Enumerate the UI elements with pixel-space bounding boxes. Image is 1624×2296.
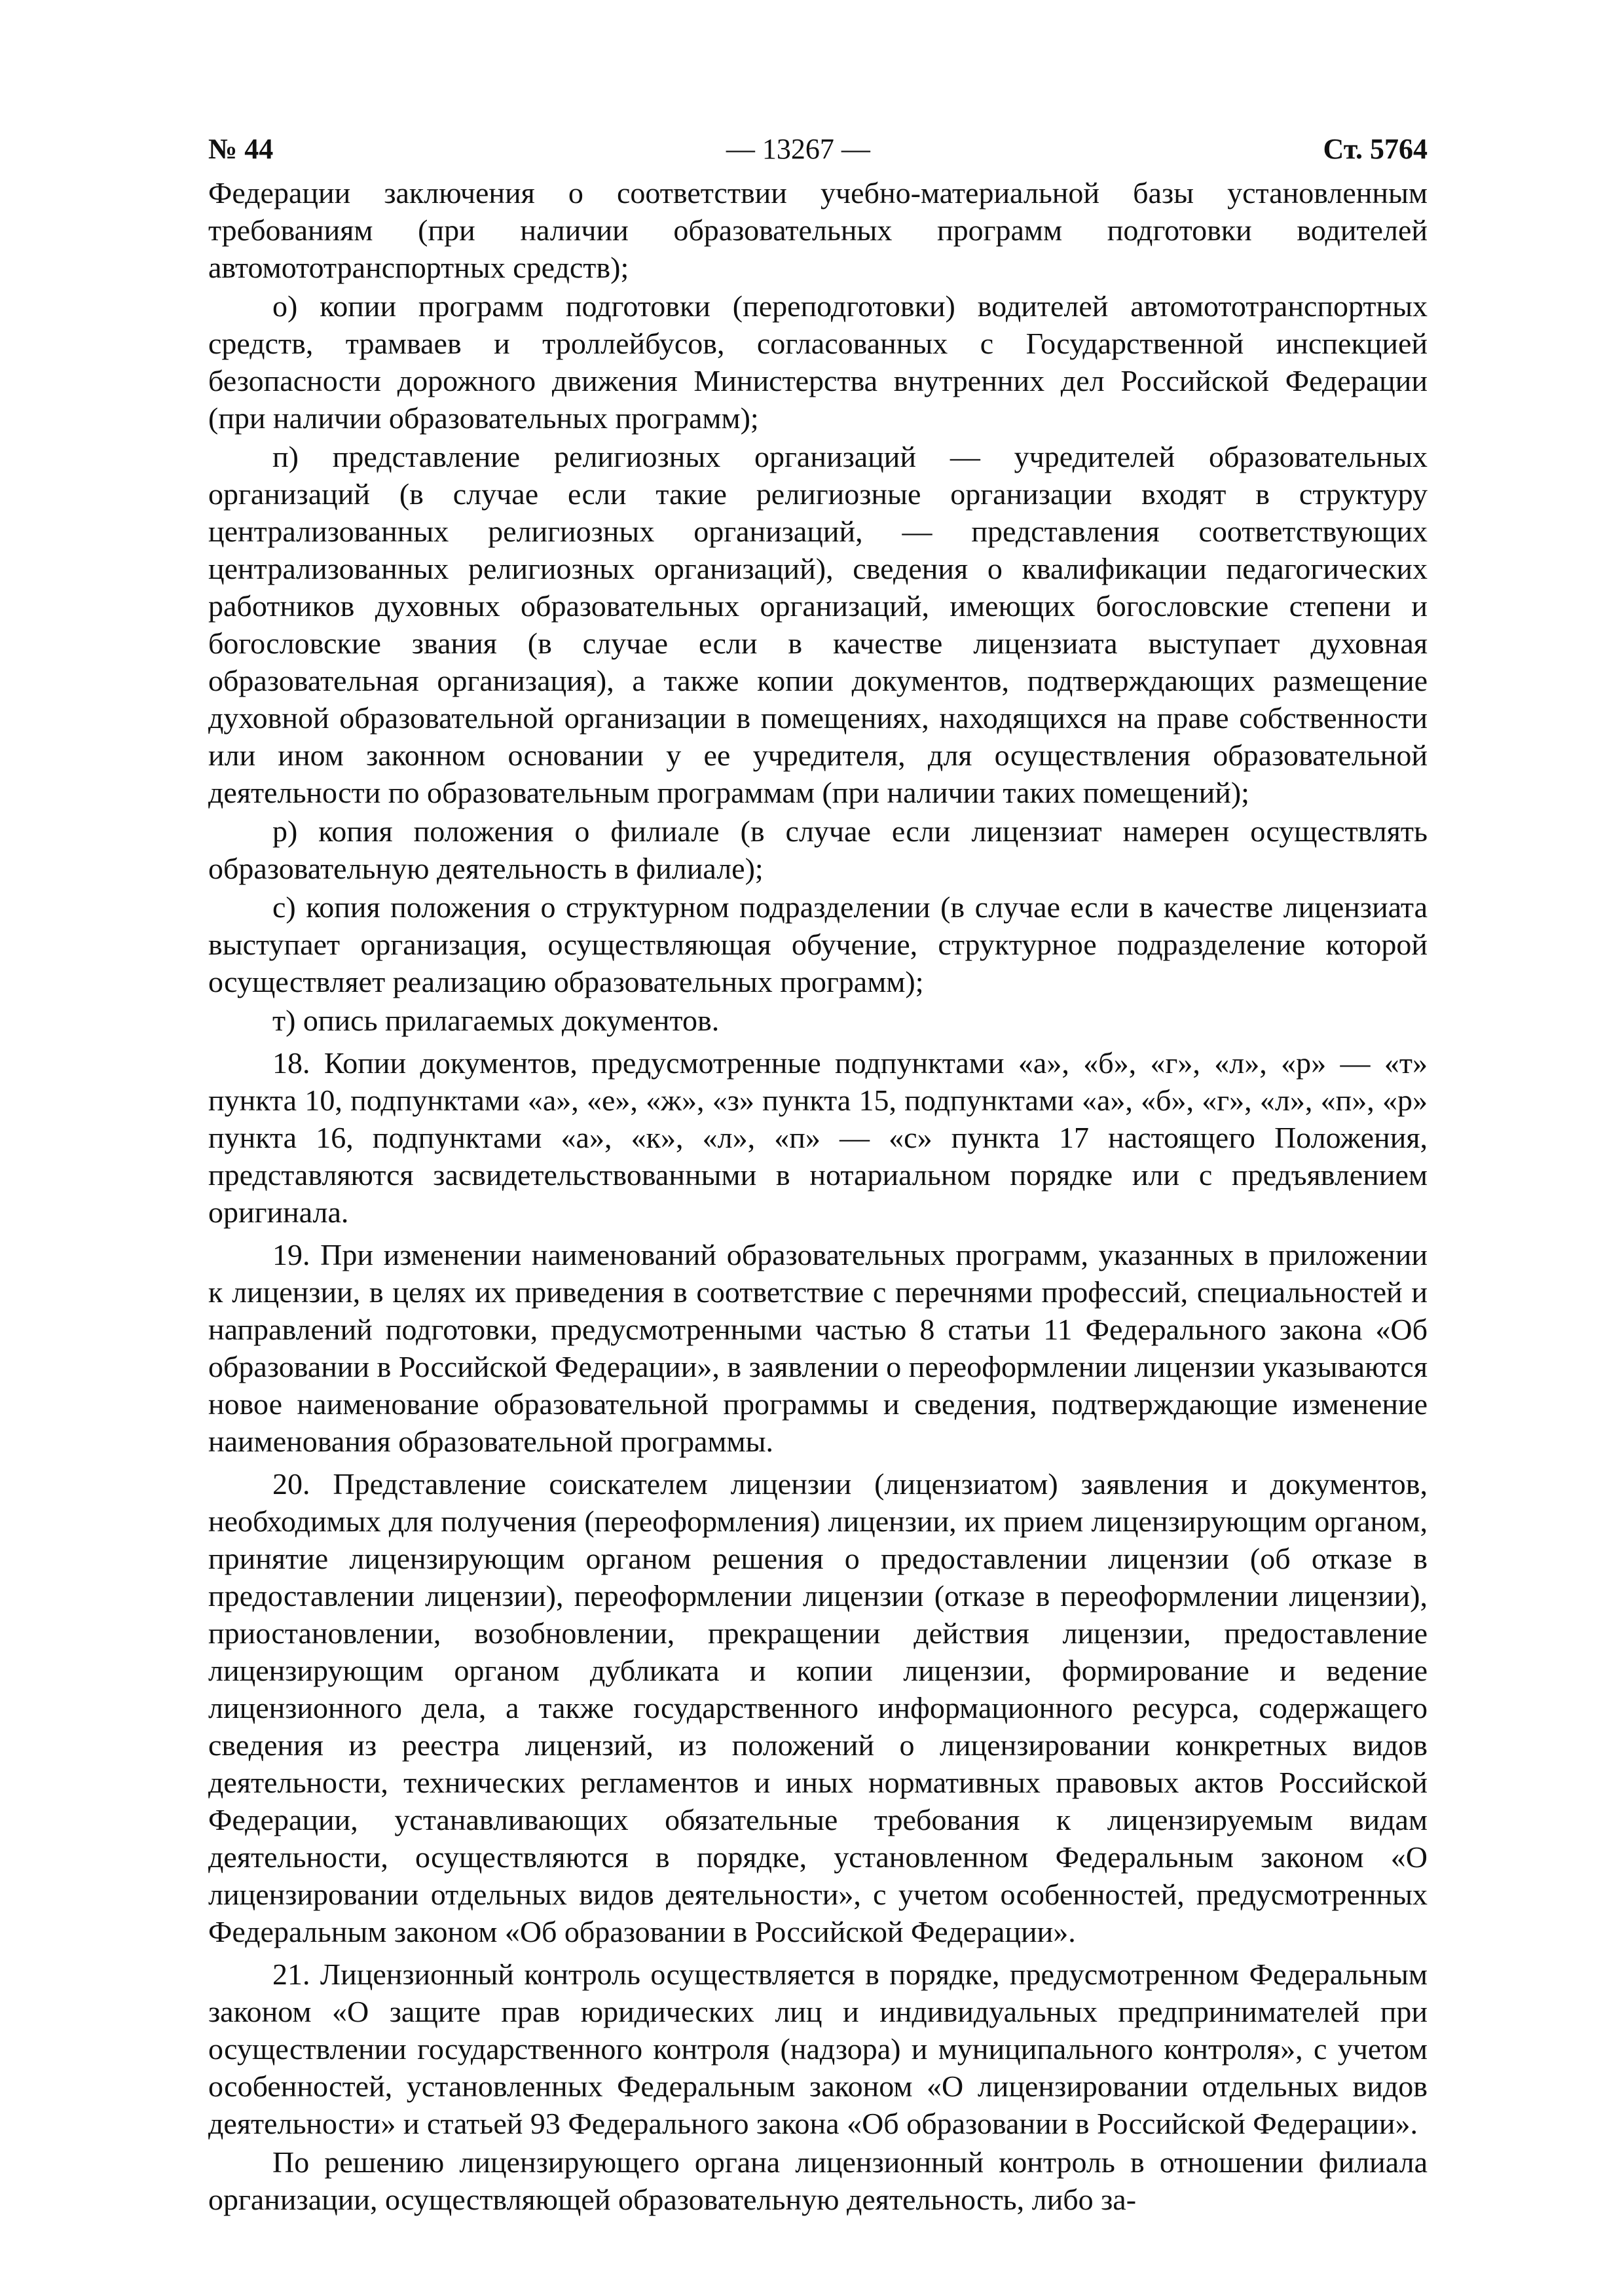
paragraph-item-p: п) представление религиозных организаций — учредителей образовательных организаций (в случае если такие религиозные организации входят в структуру централизованных религиозных организаций, — представления соответствующих централизованных религиозных организаций), сведения о квалификации педагогических работников духовных образовательных организаций, имеющих богословские степени и богословские звания (в случае если в качестве лицензиата выступает духовная образовательная организация), а также копии документов, подтверждающих размещение духовной образовательной организации в помещениях, находящихся на праве собственности или ином законном основании у ее учредителя, для осуществления образовательной деятельности по образовательным программам (при наличии таких помещений); [208, 440, 1428, 809]
paragraph-section-19: 19. При изменении наименований образовательных программ, указанных в приложении к лицензии, в целях их приведения в соответствие с перечнями профессий, специальностей и направлений подготовки, предусмотренными частью 8 статьи 11 Федерального закона «Об образовании в Российской Федерации», в заявлении о переоформлении лицензии указываются новое наименование образовательной программы и сведения, подтверждающие изменение наименования образовательной программы. [208, 1238, 1428, 1458]
paragraph-item-r: р) копия положения о филиале (в случае если лицензиат намерен осуществлять образовательную деятельность в филиале); [208, 814, 1428, 885]
paragraph-section-21: 21. Лицензионный контроль осуществляется в порядке, предусмотренном Федеральным законом «О защите прав юридических лиц и индивидуальных предпринимателей при осуществлении государственного контроля (надзора) и муниципального контроля», с учетом особенностей, установленных Федеральным законом «О лицензировании отдельных видов деятельности» и статьей 93 Федерального закона «Об образовании в Российской Федерации». [208, 1958, 1428, 2140]
paragraph-item-o: о) копии программ подготовки (переподготовки) водителей автомототранспортных средств, трамваев и троллейбусов, согласованных с Государственной инспекцией безопасности дорожного движения Министерства внутренних дел Российской Федерации (при наличии образовательных программ); [208, 289, 1428, 435]
paragraph-continuation: Федерации заключения о соответствии учебно-материальной базы установленным требованиям (при наличии образовательных программ подготовки водителей автомототранспортных средств); [208, 176, 1428, 284]
article-number: Ст. 5764 [1323, 133, 1428, 165]
document-body [208, 174, 1428, 2218]
paragraph-item-s: с) копия положения о структурном подразделении (в случае если в качестве лицензиата выступает организация, осуществляющая обучение, структурное подразделение которой осуществляет реализацию образовательных программ); [208, 890, 1428, 998]
issue-number: № 44 [208, 133, 274, 165]
paragraph-section-21-continued: По решению лицензирующего органа лицензионный контроль в отношении филиала организации, осуществляющей образовательную деятельность, либо за- [208, 2145, 1428, 2216]
page-header [208, 131, 1428, 168]
page-number: — 13267 — [726, 133, 870, 165]
paragraph-section-20: 20. Представление соискателем лицензии (лицензиатом) заявления и документов, необходимых для получения (переоформления) лицензии, их прием лицензирующим органом, принятие лицензирующим органом решения о предоставлении лицензии (об отказе в предоставлении лицензии), переоформлении лицензии (отказе в переоформлении лицензии), приостановлении, возобновлении, прекращении действия лицензии, предоставление лицензирующим органом дубликата и копии лицензии, формирование и ведение лицензионного дела, а также государственного информационного ресурса, содержащего сведения из реестра лицензий, из положений о лицензировании конкретных видов деятельности, технических регламентов и иных нормативных правовых актов Российской Федерации, устанавливающих обязательные требования к лицензируемым видам деятельности, осуществляются в порядке, установленном Федеральным законом «О лицензировании отдельных видов деятельности», с учетом особенностей, предусмотренных Федеральным законом «Об образовании в Российской Федерации». [208, 1467, 1428, 1948]
paragraph-item-t: т) опись прилагаемых документов. [272, 1004, 720, 1037]
document-page [208, 131, 1428, 2219]
paragraph-section-18: 18. Копии документов, предусмотренные подпунктами «а», «б», «г», «л», «р» — «т» пункта 10, подпунктами «а», «е», «ж», «з» пункта 15, подпунктами «а», «б», «г», «л», «п», «р» пункта 16, подпунктами «а», «к», «л», «п» — «с» пункта 17 настоящего Положения, представляются засвидетельствованными в нотариальном порядке или с предъявлением оригинала. [208, 1046, 1428, 1229]
